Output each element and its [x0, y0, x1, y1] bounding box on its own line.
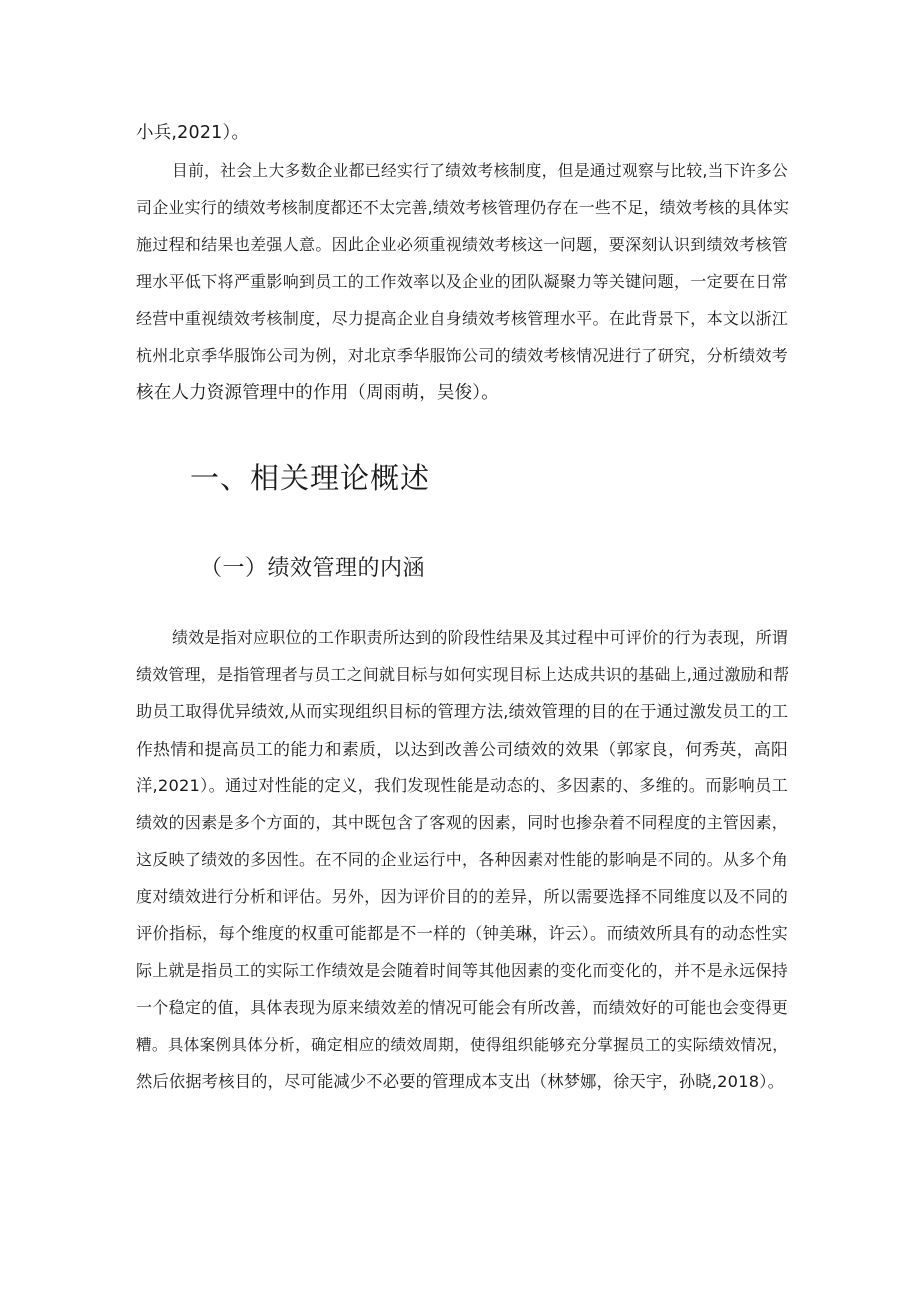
text-line: 绩效的因素是多个方面的，其中既包含了客观的因素，同时也掺杂着不同程度的主管因素， [136, 813, 788, 832]
text-line: 然后依据考核目的，尽可能减少不必要的管理成本支出（林梦娜，徐天宇，孙晓,2018）。 [136, 1072, 785, 1091]
text-line: 一个稳定的值，具体表现为原来绩效差的情况可能会有所改善，而绩效好的可能也会变得更 [136, 998, 788, 1017]
text-line: 评价指标，每个维度的权重可能都是不一样的（钟美琳，许云）。而绩效所具有的动态性实 [136, 924, 788, 943]
text-line: 司企业实行的绩效考核制度都还不太完善,绩效考核管理仍存在一些不足，绩效考核的具体实 [136, 198, 790, 217]
text-line: 洋,2021）。通过对性能的定义，我们发现性能是动态的、多因素的、多维的。而影响员工 [136, 776, 788, 795]
text-line: 经营中重视绩效考核制度，尽力提高企业自身绩效考核管理水平。在此背景下，本文以浙江 [136, 309, 788, 328]
text-line: 施过程和结果也差强人意。因此企业必须重视绩效考核这一问题，要深刻认识到绩效考核管 [136, 235, 788, 254]
text-line: 绩效是指对应职位的工作职责所达到的阶段性结果及其过程中可评价的行为表现，所谓 [172, 628, 788, 647]
text-line: 这反映了绩效的多因性。在不同的企业运行中，各种因素对性能的影响是不同的。从多个角 [136, 850, 788, 869]
section-heading: 一、相关理论概述 [190, 461, 431, 495]
text-line: 度对绩效进行分析和评估。另外，因为评价目的的差异，所以需要选择不同维度以及不同的 [136, 887, 788, 906]
text-line: 理水平低下将严重影响到员工的工作效率以及企业的团队凝聚力等关键问题，一定要在日常 [136, 272, 788, 291]
text-line: 绩效管理，是指管理者与员工之间就目标与如何实现目标上达成共识的基础上,通过激励和帮 [136, 665, 790, 684]
text-line: 际上就是指员工的实际工作绩效是会随着时间等其他因素的变化而变化的，并不是永远保持 [136, 961, 788, 980]
text-line: 核在人力资源管理中的作用（周雨萌，吴俊）。 [136, 383, 499, 403]
text-line: 作热情和提高员工的能力和素质，以达到改善公司绩效的效果（郭家良，何秀英，高阳 [136, 739, 788, 759]
text-line: 助员工取得优异绩效,从而实现组织目标的管理方法,绩效管理的目的在于通过激发员工的工 [136, 702, 789, 721]
text-line: 小兵,2021）。 [136, 123, 250, 143]
text-line: 目前，社会上大多数企业都已经实行了绩效考核制度，但是通过观察与比较,当下许多公 [172, 161, 788, 180]
text-line: 糟。具体案例具体分析，确定相应的绩效周期，使得组织能够充分掌握员工的实际绩效情况， [136, 1036, 788, 1054]
text-line: 杭州北京季华服饰公司为例，对北京季华服饰公司的绩效考核情况进行了研究，分析绩效考 [136, 346, 788, 365]
subsection-heading: （一）绩效管理的内涵 [200, 556, 426, 581]
